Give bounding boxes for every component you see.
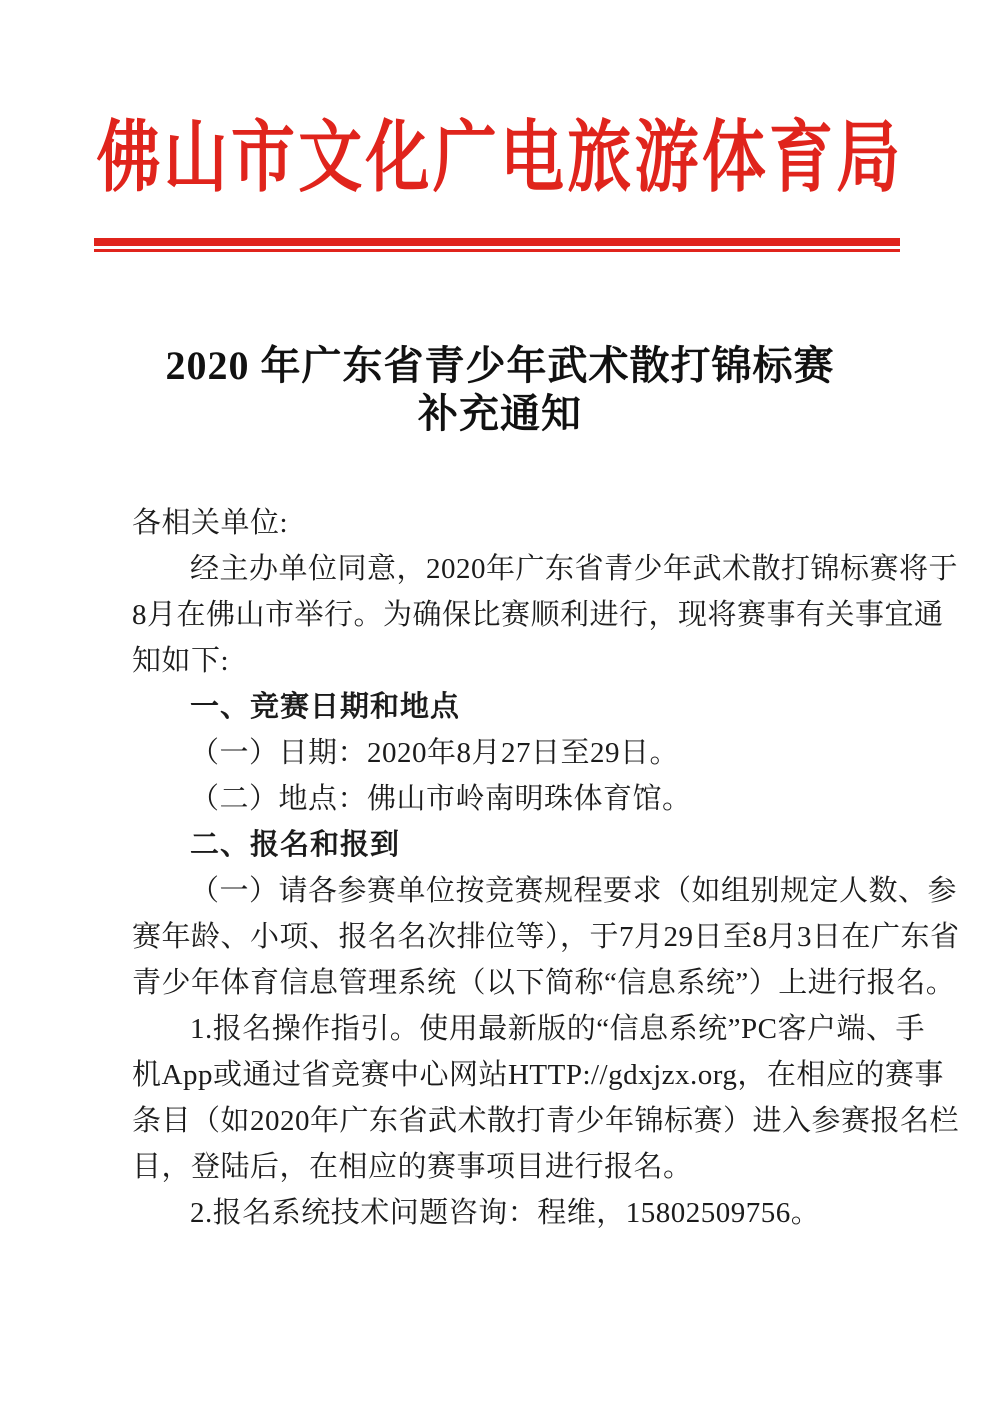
- body-line: 赛年龄、小项、报名名次排位等），于7月29日至8月3日在广东省: [132, 921, 960, 953]
- body-line: （一）日期：2020年8月27日至29日。: [190, 737, 680, 769]
- body-line: 目，登陆后，在相应的赛事项目进行报名。: [132, 1151, 693, 1183]
- document-title-line1: 2020 年广东省青少年武术散打锦标赛: [165, 343, 835, 388]
- body-line: （一）请各参赛单位按竞赛规程要求（如组别规定人数、参: [190, 875, 958, 907]
- body-line: 机App或通过省竞赛中心网站HTTP://gdxjzx.org，在相应的赛事: [132, 1059, 944, 1091]
- body-line: 8月在佛山市举行。为确保比赛顺利进行，现将赛事有关事宜通: [132, 599, 944, 631]
- body-line: 1.报名操作指引。使用最新版的“信息系统”PC客户端、手: [190, 1013, 925, 1045]
- body-line: 各相关单位:: [132, 507, 289, 539]
- body-line: 条目（如2020年广东省武术散打青少年锦标赛）进入参赛报名栏: [132, 1105, 960, 1137]
- letterhead-org-name: 佛山市文化广电旅游体育局: [96, 113, 904, 201]
- body-line: （二）地点：佛山市岭南明珠体育馆。: [190, 783, 692, 815]
- body-line: 一、竞赛日期和地点: [190, 691, 461, 723]
- body-line: 知如下:: [132, 645, 230, 677]
- letterhead: [0, 0, 1000, 252]
- document-body: [132, 500, 960, 1236]
- rule-thick-bar: [94, 238, 900, 246]
- rule-thin-bar: [94, 249, 900, 252]
- body-line: 2.报名系统技术问题咨询：程维，15802509756。: [190, 1197, 821, 1229]
- document-title: [0, 342, 1000, 438]
- body-line: 二、报名和报到: [190, 829, 401, 861]
- body-line: 青少年体育信息管理系统（以下简称“信息系统”）上进行报名。: [132, 967, 956, 999]
- body-line: 经主办单位同意，2020年广东省青少年武术散打锦标赛将于: [190, 553, 959, 585]
- letterhead-double-rule: [94, 238, 900, 252]
- document-title-line2: 补充通知: [418, 391, 582, 436]
